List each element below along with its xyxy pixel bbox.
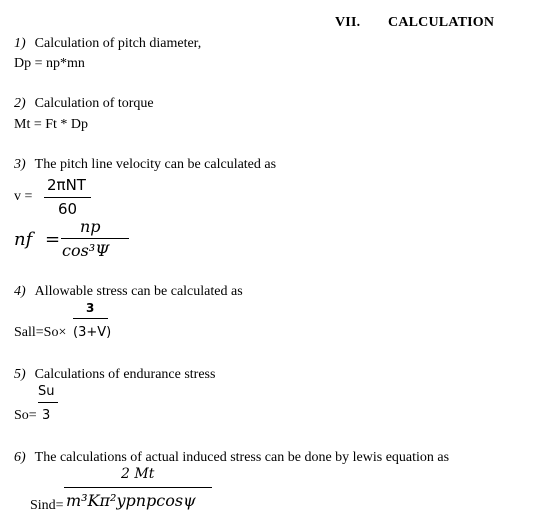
- item-2-number: 2): [14, 96, 26, 111]
- item-4-number: 4): [14, 284, 26, 299]
- velocity-denominator: 60: [58, 200, 78, 218]
- velocity-numerator: 2πNT: [47, 176, 86, 194]
- sall-fraction-bar: [73, 318, 108, 319]
- item-1-label: Calculation of pitch diameter,: [34, 36, 202, 51]
- sall-denominator: (3+V): [73, 325, 112, 340]
- item-6-label: The calculations of actual induced stress can be done by lewis equation as: [34, 450, 450, 465]
- nf-lhs: nf: [14, 229, 33, 250]
- section-number: VII.: [335, 15, 361, 30]
- so-denominator: 3: [42, 408, 51, 423]
- sind-numerator: 2 Mt: [121, 466, 155, 482]
- nf-numerator: np: [80, 217, 101, 236]
- item-3-label: The pitch line velocity can be calculated as: [34, 157, 277, 172]
- item-1-formula: Dp = np*mn: [14, 56, 85, 71]
- velocity-lhs: v =: [14, 189, 33, 204]
- sall-numerator: 3: [86, 301, 95, 315]
- item-5-number: 5): [14, 367, 26, 382]
- item-4-text: [14, 284, 243, 300]
- sall-lhs: Sall=So×: [14, 325, 67, 340]
- item-5-label: Calculations of endurance stress: [34, 367, 216, 382]
- item-6-number: 6): [14, 450, 26, 465]
- item-3-number: 3): [14, 157, 26, 172]
- section-title: CALCULATION: [388, 15, 495, 30]
- so-lhs: So=: [14, 408, 37, 423]
- item-4-label: Allowable stress can be calculated as: [34, 284, 243, 299]
- so-numerator: Su: [38, 384, 55, 399]
- item-1-text: [14, 36, 201, 52]
- nf-denominator: cos³Ψ: [62, 241, 110, 260]
- sind-fraction-bar: [64, 487, 212, 488]
- item-5-text: [14, 367, 215, 383]
- nf-equals: =: [45, 229, 61, 250]
- item-2-text: [14, 96, 154, 112]
- item-1-number: 1): [14, 36, 26, 51]
- item-3-text: [14, 157, 276, 173]
- velocity-fraction-bar: [44, 197, 91, 198]
- section-heading: [335, 15, 494, 31]
- item-2-formula: Mt = Ft * Dp: [14, 117, 89, 132]
- sind-lhs: Sind=: [30, 498, 64, 513]
- sind-denominator: m³Kπ²ypnpcosψ: [66, 491, 196, 510]
- item-2-label: Calculation of torque: [34, 96, 154, 111]
- nf-fraction-bar: [61, 238, 129, 239]
- so-fraction-bar: [38, 402, 58, 403]
- item-6-text: [14, 450, 449, 466]
